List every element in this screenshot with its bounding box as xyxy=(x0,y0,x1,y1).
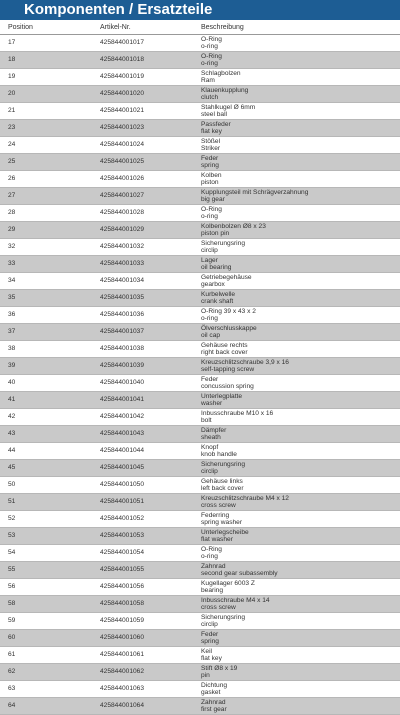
article-number-cell: 425844001055 xyxy=(92,562,193,579)
column-header-position: Position xyxy=(0,20,92,35)
position-cell: 33 xyxy=(0,256,92,273)
article-number-cell: 425844001039 xyxy=(92,358,193,375)
description-english: bolt xyxy=(201,417,212,424)
description-english: cross screw xyxy=(201,502,236,509)
position-cell: 55 xyxy=(0,562,92,579)
description-english: bearing xyxy=(201,587,223,594)
description-german: Kreuzschlitzschraube M4 x 12 xyxy=(201,494,289,502)
parts-table xyxy=(0,20,400,715)
description-cell xyxy=(193,562,400,579)
description-cell xyxy=(193,664,400,681)
description-english: washer xyxy=(201,400,223,407)
description-cell xyxy=(193,171,400,188)
position-cell: 50 xyxy=(0,477,92,494)
description-english: steel ball xyxy=(201,111,228,118)
table-row xyxy=(0,239,400,256)
article-number-cell: 425844001028 xyxy=(92,205,193,222)
position-cell: 21 xyxy=(0,103,92,120)
table-row xyxy=(0,698,400,715)
description-english: spring xyxy=(201,162,219,169)
table-row xyxy=(0,103,400,120)
article-number-cell: 425844001020 xyxy=(92,86,193,103)
description-english: second gear subassembly xyxy=(201,570,278,577)
description-german: O-Ring xyxy=(201,205,222,213)
article-number-cell: 425844001052 xyxy=(92,511,193,528)
description-german: Unterlegplatte xyxy=(201,392,243,400)
description-german: Ölverschlusskappe xyxy=(201,324,257,332)
description-german: Stahlkugel Ø 6mm xyxy=(201,103,256,111)
article-number-cell: 425844001027 xyxy=(92,188,193,205)
description-german: O-Ring xyxy=(201,545,222,553)
position-cell: 51 xyxy=(0,494,92,511)
description-english: cross screw xyxy=(201,604,236,611)
article-number-cell: 425844001053 xyxy=(92,528,193,545)
description-german: Feder xyxy=(201,375,219,383)
table-row xyxy=(0,222,400,239)
position-cell: 35 xyxy=(0,290,92,307)
description-cell xyxy=(193,52,400,69)
table-row xyxy=(0,443,400,460)
position-cell: 43 xyxy=(0,426,92,443)
table-row xyxy=(0,494,400,511)
table-row xyxy=(0,681,400,698)
description-german: O-Ring xyxy=(201,35,222,43)
description-german: Sicherungsring xyxy=(201,460,245,468)
description-cell xyxy=(193,647,400,664)
description-english: sheath xyxy=(201,434,221,441)
column-header-description: Beschreibung xyxy=(193,20,400,35)
position-cell: 42 xyxy=(0,409,92,426)
description-english: o-ring xyxy=(201,43,218,50)
description-cell xyxy=(193,103,400,120)
description-cell xyxy=(193,222,400,239)
article-number-cell: 425844001038 xyxy=(92,341,193,358)
table-row xyxy=(0,664,400,681)
description-german: Stift Ø8 x 19 xyxy=(201,664,238,672)
description-german: Getriebegehäuse xyxy=(201,273,252,281)
table-row xyxy=(0,426,400,443)
position-cell: 25 xyxy=(0,154,92,171)
table-row xyxy=(0,86,400,103)
table-row xyxy=(0,171,400,188)
position-cell: 34 xyxy=(0,273,92,290)
description-german: Gehäuse rechts xyxy=(201,341,248,349)
description-german: O-Ring xyxy=(201,52,222,60)
article-number-cell: 425844001025 xyxy=(92,154,193,171)
description-cell xyxy=(193,596,400,613)
table-row xyxy=(0,120,400,137)
description-german: Schlagbolzen xyxy=(201,69,241,77)
description-english: o-ring xyxy=(201,553,218,560)
description-german: Feder xyxy=(201,154,219,162)
description-cell xyxy=(193,35,400,52)
table-row xyxy=(0,137,400,154)
description-cell xyxy=(193,579,400,596)
article-number-cell: 425844001017 xyxy=(92,35,193,52)
description-english: flat key xyxy=(201,128,222,135)
position-cell: 59 xyxy=(0,613,92,630)
table-row xyxy=(0,647,400,664)
page-title: Komponenten / Ersatzteile xyxy=(0,0,400,20)
description-cell xyxy=(193,681,400,698)
article-number-cell: 425844001036 xyxy=(92,307,193,324)
description-cell xyxy=(193,460,400,477)
position-cell: 64 xyxy=(0,698,92,715)
position-cell: 24 xyxy=(0,137,92,154)
parts-table-body xyxy=(0,35,400,715)
description-english: o-ring xyxy=(201,315,218,322)
description-german: Sicherungsring xyxy=(201,613,245,621)
table-row xyxy=(0,205,400,222)
description-german: Kreuzschlitzschraube 3,9 x 16 xyxy=(201,358,289,366)
description-english: Ram xyxy=(201,77,215,84)
description-english: oil cap xyxy=(201,332,221,339)
description-english: self-tapping screw xyxy=(201,366,255,373)
description-german: Gehäuse links xyxy=(201,477,243,485)
position-cell: 63 xyxy=(0,681,92,698)
position-cell: 32 xyxy=(0,239,92,256)
position-cell: 36 xyxy=(0,307,92,324)
article-number-cell: 425844001026 xyxy=(92,171,193,188)
description-cell xyxy=(193,324,400,341)
description-english: spring xyxy=(201,638,219,645)
article-number-cell: 425844001021 xyxy=(92,103,193,120)
description-english: flat washer xyxy=(201,536,233,543)
article-number-cell: 425844001042 xyxy=(92,409,193,426)
description-german: Kolbenbolzen Ø8 x 23 xyxy=(201,222,266,230)
description-cell xyxy=(193,205,400,222)
article-number-cell: 425844001018 xyxy=(92,52,193,69)
article-number-cell: 425844001040 xyxy=(92,375,193,392)
description-german: Klauenkupplung xyxy=(201,86,249,94)
description-german: Keil xyxy=(201,647,212,655)
description-english: left back cover xyxy=(201,485,244,492)
article-number-cell: 425844001033 xyxy=(92,256,193,273)
position-cell: 37 xyxy=(0,324,92,341)
description-english: Striker xyxy=(201,145,221,152)
table-row xyxy=(0,35,400,52)
table-row xyxy=(0,358,400,375)
description-english: clutch xyxy=(201,94,219,101)
position-cell: 45 xyxy=(0,460,92,477)
description-english: o-ring xyxy=(201,60,218,67)
article-number-cell: 425844001043 xyxy=(92,426,193,443)
description-german: Kupplungsteil mit Schrägverzahnung xyxy=(201,188,309,196)
article-number-cell: 425844001058 xyxy=(92,596,193,613)
description-english: pin xyxy=(201,672,210,679)
description-cell xyxy=(193,545,400,562)
position-cell: 52 xyxy=(0,511,92,528)
position-cell: 29 xyxy=(0,222,92,239)
description-cell xyxy=(193,358,400,375)
article-number-cell: 425844001054 xyxy=(92,545,193,562)
table-header-row xyxy=(0,20,400,35)
table-row xyxy=(0,528,400,545)
description-english: big gear xyxy=(201,196,225,203)
table-row xyxy=(0,545,400,562)
description-cell xyxy=(193,494,400,511)
description-english: piston xyxy=(201,179,219,186)
position-cell: 53 xyxy=(0,528,92,545)
description-german: Dämpfer xyxy=(201,426,227,434)
table-row xyxy=(0,579,400,596)
article-number-cell: 425844001063 xyxy=(92,681,193,698)
description-cell xyxy=(193,426,400,443)
position-cell: 62 xyxy=(0,664,92,681)
description-english: right back cover xyxy=(201,349,248,356)
table-row xyxy=(0,477,400,494)
position-cell: 18 xyxy=(0,52,92,69)
table-row xyxy=(0,290,400,307)
article-number-cell: 425844001044 xyxy=(92,443,193,460)
description-german: Feder xyxy=(201,630,219,638)
description-german: Passfeder xyxy=(201,120,231,128)
position-cell: 41 xyxy=(0,392,92,409)
description-german: Kurbelwelle xyxy=(201,290,236,298)
description-english: circlip xyxy=(201,247,218,254)
position-cell: 40 xyxy=(0,375,92,392)
description-cell xyxy=(193,409,400,426)
description-german: Unterlegscheibe xyxy=(201,528,249,536)
position-cell: 38 xyxy=(0,341,92,358)
article-number-cell: 425844001041 xyxy=(92,392,193,409)
description-german: Kolben xyxy=(201,171,222,179)
article-number-cell: 425844001024 xyxy=(92,137,193,154)
description-german: Inbusschraube M4 x 14 xyxy=(201,596,270,604)
description-english: spring washer xyxy=(201,519,243,526)
description-english: concussion spring xyxy=(201,383,254,390)
description-german: Lager xyxy=(201,256,218,264)
description-german: Zahnrad xyxy=(201,698,226,706)
description-english: crank shaft xyxy=(201,298,234,305)
position-cell: 27 xyxy=(0,188,92,205)
table-row xyxy=(0,392,400,409)
description-english: gearbox xyxy=(201,281,225,288)
table-row xyxy=(0,273,400,290)
table-row xyxy=(0,409,400,426)
table-row xyxy=(0,154,400,171)
table-row xyxy=(0,613,400,630)
table-row xyxy=(0,341,400,358)
description-cell xyxy=(193,443,400,460)
article-number-cell: 425844001023 xyxy=(92,120,193,137)
article-number-cell: 425844001061 xyxy=(92,647,193,664)
description-cell xyxy=(193,86,400,103)
description-cell xyxy=(193,477,400,494)
table-row xyxy=(0,562,400,579)
position-cell: 54 xyxy=(0,545,92,562)
table-row xyxy=(0,188,400,205)
description-german: O-Ring 39 x 43 x 2 xyxy=(201,307,256,315)
description-cell xyxy=(193,528,400,545)
description-cell xyxy=(193,137,400,154)
description-cell xyxy=(193,188,400,205)
description-german: Kugellager 6003 Z xyxy=(201,579,255,587)
description-german: Knopf xyxy=(201,443,219,451)
table-row xyxy=(0,256,400,273)
table-row xyxy=(0,375,400,392)
description-cell xyxy=(193,307,400,324)
description-cell xyxy=(193,154,400,171)
table-row xyxy=(0,307,400,324)
article-number-cell: 425844001050 xyxy=(92,477,193,494)
description-cell xyxy=(193,341,400,358)
description-cell xyxy=(193,290,400,307)
description-german: Sicherungsring xyxy=(201,239,245,247)
description-english: knob handle xyxy=(201,451,237,458)
article-number-cell: 425844001029 xyxy=(92,222,193,239)
table-row xyxy=(0,69,400,86)
description-cell xyxy=(193,392,400,409)
description-cell xyxy=(193,69,400,86)
article-number-cell: 425844001034 xyxy=(92,273,193,290)
position-cell: 39 xyxy=(0,358,92,375)
position-cell: 19 xyxy=(0,69,92,86)
article-number-cell: 425844001064 xyxy=(92,698,193,715)
description-german: Federring xyxy=(201,511,230,519)
description-cell xyxy=(193,375,400,392)
article-number-cell: 425844001060 xyxy=(92,630,193,647)
table-row xyxy=(0,52,400,69)
article-number-cell: 425844001056 xyxy=(92,579,193,596)
table-row xyxy=(0,630,400,647)
description-cell xyxy=(193,630,400,647)
description-english: flat key xyxy=(201,655,222,662)
position-cell: 60 xyxy=(0,630,92,647)
description-english: piston pin xyxy=(201,230,230,237)
position-cell: 28 xyxy=(0,205,92,222)
article-number-cell: 425844001062 xyxy=(92,664,193,681)
position-cell: 17 xyxy=(0,35,92,52)
description-english: oil bearing xyxy=(201,264,232,271)
column-header-article: Artikel-Nr. xyxy=(92,20,193,35)
description-cell xyxy=(193,698,400,715)
position-cell: 26 xyxy=(0,171,92,188)
position-cell: 44 xyxy=(0,443,92,460)
position-cell: 23 xyxy=(0,120,92,137)
table-row xyxy=(0,511,400,528)
description-english: first gear xyxy=(201,706,227,713)
description-german: Inbusschraube M10 x 16 xyxy=(201,409,274,417)
article-number-cell: 425844001032 xyxy=(92,239,193,256)
position-cell: 61 xyxy=(0,647,92,664)
description-german: Dichtung xyxy=(201,681,228,689)
article-number-cell: 425844001059 xyxy=(92,613,193,630)
description-english: circlip xyxy=(201,621,218,628)
description-german: Zahnrad xyxy=(201,562,226,570)
article-number-cell: 425844001045 xyxy=(92,460,193,477)
table-row xyxy=(0,460,400,477)
article-number-cell: 425844001037 xyxy=(92,324,193,341)
description-cell xyxy=(193,273,400,290)
position-cell: 56 xyxy=(0,579,92,596)
description-cell xyxy=(193,120,400,137)
table-row xyxy=(0,324,400,341)
description-english: circlip xyxy=(201,468,218,475)
description-cell xyxy=(193,613,400,630)
article-number-cell: 425844001035 xyxy=(92,290,193,307)
table-row xyxy=(0,596,400,613)
position-cell: 58 xyxy=(0,596,92,613)
article-number-cell: 425844001019 xyxy=(92,69,193,86)
description-english: o-ring xyxy=(201,213,218,220)
position-cell: 20 xyxy=(0,86,92,103)
description-cell xyxy=(193,511,400,528)
description-cell xyxy=(193,256,400,273)
description-german: Stößel xyxy=(201,137,221,145)
description-cell xyxy=(193,239,400,256)
article-number-cell: 425844001051 xyxy=(92,494,193,511)
description-english: gasket xyxy=(201,689,221,696)
